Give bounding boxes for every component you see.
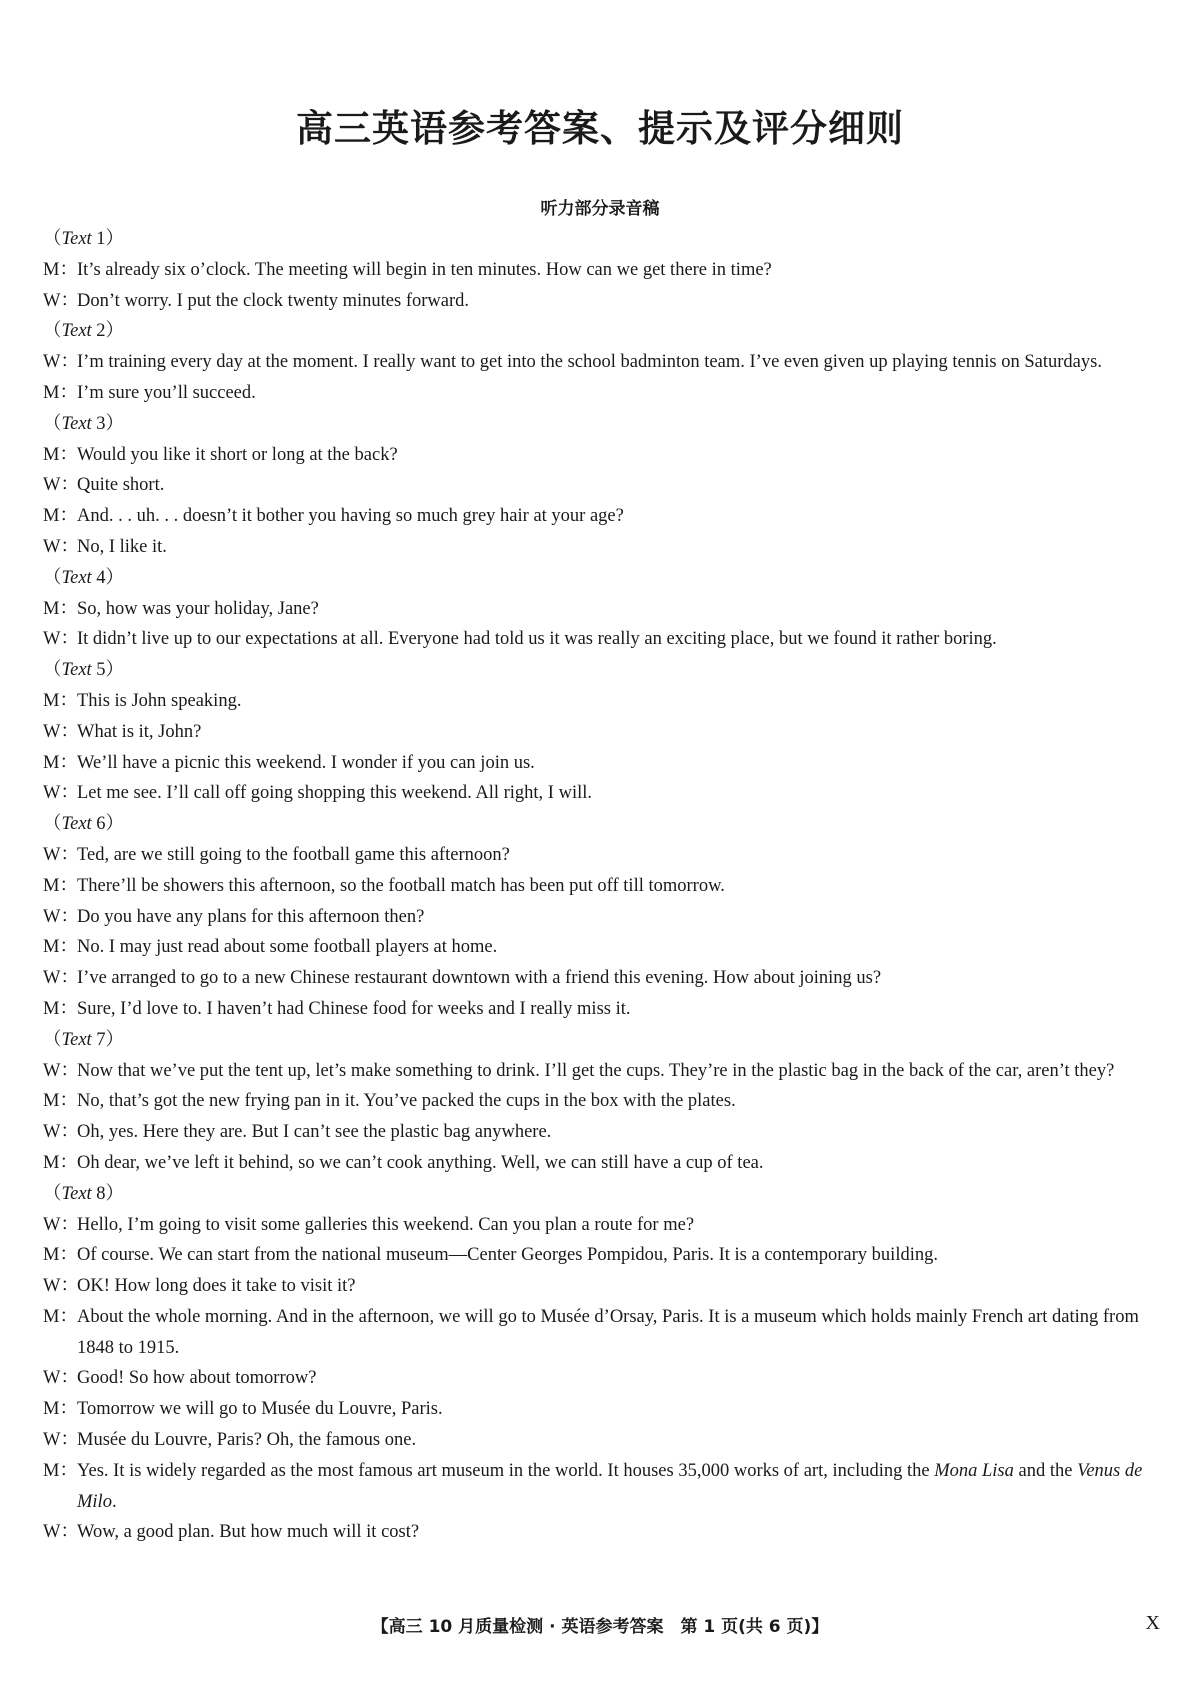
dialogue-text: Sure, I’d love to. I haven’t had Chinese food for weeks and I really miss it. xyxy=(77,998,631,1019)
dialogue-text: Yes. It is widely regarded as the most famous art museum in the world. It houses 35,000 works of art, including the xyxy=(77,1460,935,1481)
speaker-label: W： xyxy=(43,290,79,311)
text-section-label xyxy=(43,409,1165,440)
dialogue-line xyxy=(43,440,1165,471)
dialogue-text: There’ll be showers this afternoon, so the football match has been put off till tomorrow. xyxy=(77,875,725,896)
speaker-label: W： xyxy=(43,536,79,557)
dialogue-text: I’m training every day at the moment. I really want to get into the school badminton team. I’ve even given up playing tennis on Saturdays. xyxy=(77,352,1102,373)
label-text: Text xyxy=(61,321,92,342)
speaker-label: M： xyxy=(43,382,78,403)
dialogue-text: What is it, John? xyxy=(77,721,202,742)
page-footer: 【高三 10 月质量检测 · 英语参考答案 第 1 页(共 6 页)】 xyxy=(371,1617,829,1637)
speaker-label: M： xyxy=(43,998,78,1019)
dialogue-line xyxy=(43,1517,1165,1548)
label-text: Text xyxy=(61,814,92,835)
speaker-label: W： xyxy=(43,1522,79,1543)
label-open: （ xyxy=(43,814,62,835)
label-number: 5） xyxy=(91,660,125,681)
dialogue-line xyxy=(43,1086,1165,1117)
label-open: （ xyxy=(43,413,62,434)
label-number: 1） xyxy=(91,229,125,249)
speaker-label: M： xyxy=(43,875,78,896)
text-section-label xyxy=(43,563,1165,594)
dialogue-text: OK! How long does it take to visit it? xyxy=(77,1276,356,1297)
speaker-label: W： xyxy=(43,1368,79,1389)
label-text: Text xyxy=(61,1029,92,1050)
dialogue-text: Would you like it short or long at the back? xyxy=(77,444,398,465)
dialogue-text: Don’t worry. I put the clock twenty minutes forward. xyxy=(77,290,470,311)
dialogue-text: Oh dear, we’ve left it behind, so we can’t cook anything. Well, we can still have a cup of tea. xyxy=(77,1152,764,1173)
dialogue-line xyxy=(43,532,1165,563)
label-text: Text xyxy=(61,413,92,434)
label-number: 7） xyxy=(91,1029,125,1050)
dialogue-text: Let me see. I’ll call off going shopping this weekend. All right, I will. xyxy=(77,783,592,804)
speaker-label: M： xyxy=(43,1091,78,1112)
speaker-label: W： xyxy=(43,1214,79,1235)
speaker-label: M： xyxy=(43,259,78,280)
transcript xyxy=(43,224,1165,1548)
speaker-label: W： xyxy=(43,968,79,989)
dialogue-line xyxy=(43,1302,1165,1364)
text-section-label xyxy=(43,1179,1165,1210)
label-text: Text xyxy=(61,567,92,588)
speaker-label: W： xyxy=(43,629,79,650)
dialogue-text: . xyxy=(111,1491,117,1512)
speaker-label: M： xyxy=(43,690,78,711)
dialogue-line xyxy=(43,1148,1165,1179)
dialogue-text: No, that’s got the new frying pan in it. You’ve packed the cups in the box with the plates. xyxy=(77,1091,736,1112)
dialogue-line xyxy=(43,932,1165,963)
dialogue-line xyxy=(43,1271,1165,1302)
speaker-label: M： xyxy=(43,444,78,465)
label-text: Text xyxy=(61,660,92,681)
text-section-label xyxy=(43,655,1165,686)
label-open: （ xyxy=(43,1029,62,1050)
dialogue-text: Of course. We can start from the national museum—Center Georges Pompidou, Paris. It is a contemporary building. xyxy=(77,1245,938,1266)
dialogue-text: This is John speaking. xyxy=(77,690,242,711)
speaker-label: W： xyxy=(43,1060,79,1081)
label-open: （ xyxy=(43,229,62,249)
dialogue-line xyxy=(43,1117,1165,1148)
dialogue-text: Hello, I’m going to visit some galleries this weekend. Can you plan a route for me? xyxy=(77,1214,695,1235)
italic-title: Mona Lisa xyxy=(934,1460,1014,1481)
dialogue-text: Do you have any plans for this afternoon then? xyxy=(77,906,425,927)
speaker-label: W： xyxy=(43,906,79,927)
dialogue-line xyxy=(43,1363,1165,1394)
label-open: （ xyxy=(43,567,62,588)
footer-mark: X xyxy=(1145,1612,1160,1634)
dialogue-text: So, how was your holiday, Jane? xyxy=(77,598,319,619)
label-number: 6） xyxy=(91,814,125,835)
dialogue-line xyxy=(43,1456,1165,1518)
dialogue-text: It didn’t live up to our expectations at all. Everyone had told us it was really an exciting place, but we found it rather boring. xyxy=(77,629,997,650)
speaker-label: W： xyxy=(43,1276,79,1297)
speaker-label: M： xyxy=(43,1152,78,1173)
speaker-label: M： xyxy=(43,598,78,619)
speaker-label: W： xyxy=(43,1430,79,1451)
speaker-label: M： xyxy=(43,1245,78,1266)
dialogue-line xyxy=(43,778,1165,809)
dialogue-text: Now that we’ve put the tent up, let’s make something to drink. I’ll get the cups. They’re in the plastic bag in the back of the car, aren’t they? xyxy=(77,1060,1115,1081)
label-open: （ xyxy=(43,1183,62,1204)
dialogue-line xyxy=(43,1056,1165,1087)
dialogue-line xyxy=(43,255,1165,286)
dialogue-line xyxy=(43,871,1165,902)
dialogue-line xyxy=(43,624,1165,655)
page-title: 高三英语参考答案、提示及评分细则 xyxy=(296,107,904,150)
dialogue-text: No. I may just read about some football players at home. xyxy=(77,937,498,958)
speaker-label: W： xyxy=(43,1122,79,1143)
text-section-label xyxy=(43,224,1165,255)
dialogue-line xyxy=(43,347,1165,378)
label-text: Text xyxy=(61,229,92,249)
dialogue-line xyxy=(43,1210,1165,1241)
dialogue-line xyxy=(43,994,1165,1025)
text-section-label xyxy=(43,316,1165,347)
label-open: （ xyxy=(43,660,62,681)
dialogue-text: I’m sure you’ll succeed. xyxy=(77,382,256,403)
dialogue-text: Ted, are we still going to the football game this afternoon? xyxy=(77,844,510,865)
dialogue-text: Oh, yes. Here they are. But I can’t see the plastic bag anywhere. xyxy=(77,1122,552,1143)
dialogue-line xyxy=(43,686,1165,717)
label-number: 3） xyxy=(91,413,125,434)
speaker-label: W： xyxy=(43,721,79,742)
dialogue-text: and the xyxy=(1013,1460,1078,1481)
text-section-label xyxy=(43,809,1165,840)
speaker-label: W： xyxy=(43,475,79,496)
label-number: 8） xyxy=(91,1183,125,1204)
dialogue-line xyxy=(43,963,1165,994)
dialogue-text: Quite short. xyxy=(77,475,165,496)
dialogue-line xyxy=(43,501,1165,532)
speaker-label: W： xyxy=(43,783,79,804)
dialogue-line xyxy=(43,1425,1165,1456)
dialogue-text: Good! So how about tomorrow? xyxy=(77,1368,317,1389)
dialogue-text: Musée du Louvre, Paris? Oh, the famous one. xyxy=(77,1430,417,1451)
label-text: Text xyxy=(61,1183,92,1204)
speaker-label: W： xyxy=(43,352,79,373)
speaker-label: M： xyxy=(43,1399,78,1420)
dialogue-text: About the whole morning. And in the afternoon, we will go to Musée d’Orsay, Paris. It is a museum which holds mainly French art dating from 1848 to 1915. xyxy=(77,1306,1139,1358)
dialogue-line xyxy=(43,1240,1165,1271)
dialogue-text: Wow, a good plan. But how much will it cost? xyxy=(77,1522,420,1543)
dialogue-line xyxy=(43,840,1165,871)
dialogue-line xyxy=(43,470,1165,501)
dialogue-line xyxy=(43,286,1165,317)
text-section-label xyxy=(43,1025,1165,1056)
speaker-label: W： xyxy=(43,844,79,865)
label-open: （ xyxy=(43,321,62,342)
speaker-label: M： xyxy=(43,752,78,773)
section-subtitle: 听力部分录音稿 xyxy=(540,199,660,219)
dialogue-line xyxy=(43,902,1165,933)
dialogue-line xyxy=(43,378,1165,409)
dialogue-text: No, I like it. xyxy=(77,536,167,557)
dialogue-text: I’ve arranged to go to a new Chinese restaurant downtown with a friend this evening. How about joining us? xyxy=(77,968,882,989)
speaker-label: M： xyxy=(43,937,78,958)
italic-title: Venus de Milo xyxy=(77,1460,1143,1512)
label-number: 4） xyxy=(91,567,125,588)
dialogue-line xyxy=(43,1394,1165,1425)
speaker-label: M： xyxy=(43,1306,78,1327)
dialogue-text: We’ll have a picnic this weekend. I wonder if you can join us. xyxy=(77,752,535,773)
dialogue-line xyxy=(43,748,1165,779)
dialogue-text: Tomorrow we will go to Musée du Louvre, Paris. xyxy=(77,1399,443,1420)
dialogue-line xyxy=(43,717,1165,748)
dialogue-text: It’s already six o’clock. The meeting will begin in ten minutes. How can we get there in time? xyxy=(77,259,772,280)
dialogue-text: And. . . uh. . . doesn’t it bother you having so much grey hair at your age? xyxy=(77,506,624,527)
speaker-label: M： xyxy=(43,506,78,527)
speaker-label: M： xyxy=(43,1460,78,1481)
dialogue-line xyxy=(43,594,1165,625)
label-number: 2） xyxy=(91,321,125,342)
